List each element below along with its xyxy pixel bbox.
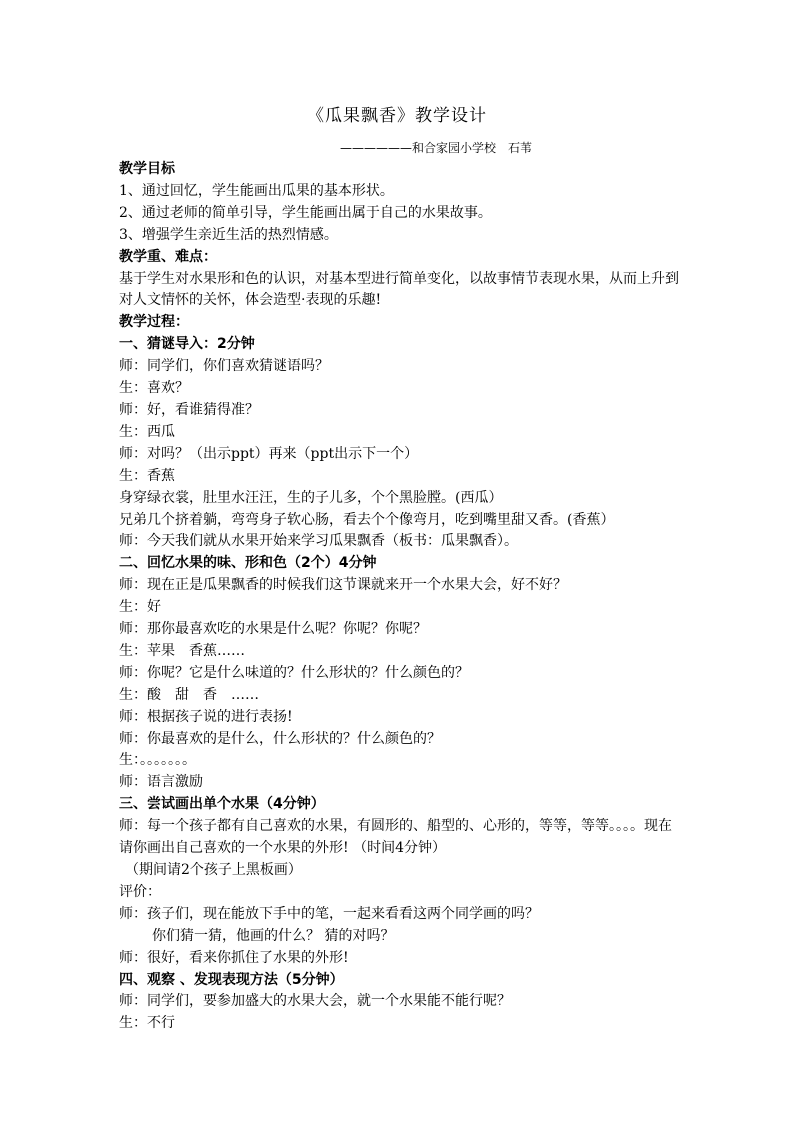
text-line: 生：酸 甜 香 ……: [119, 686, 259, 703]
text-line: 师：好，看谁猜得准？: [119, 401, 259, 418]
document-byline: ——————和合家园小学校 石苇: [340, 141, 533, 155]
text-line: 师：每一个孩子都有自己喜欢的水果，有圆形的、船型的、心形的，等等，等等。。。。现在请你画出自己喜欢的一个水果的外形! （时间4分钟）: [119, 818, 672, 857]
text-line: 基于学生对水果形和色的认识，对基本型进行简单变化，以故事情节表现水果，从而上升到对人文情怀的关怀，体会造型·表现的乐趣!: [119, 270, 679, 309]
section-heading: 教学重、难点：: [119, 248, 217, 265]
text-line: 师：那你最喜欢吃的水果是什么呢？你呢？你呢？: [119, 621, 427, 638]
text-line: 师：今天我们就从水果开始来学习瓜果飘香（板书：瓜果飘香）。: [119, 533, 518, 550]
text-line: 师：同学们，你们喜欢猜谜语吗？: [119, 358, 329, 375]
text-line: 师：现在正是瓜果飘香的时候我们这节课就来开一个水果大会，好不好？: [119, 577, 567, 594]
text-line: （期间请2个孩子上黑板画）: [125, 862, 302, 878]
text-line: 师：你呢？它是什么味道的？什么形状的？什么颜色的？: [119, 664, 469, 681]
text-line: 评价：: [119, 883, 161, 900]
text-line: 生：香蕉: [119, 467, 175, 484]
text-line: 师：根据孩子说的进行表扬!: [119, 708, 293, 725]
text-line: 师：孩子们，现在能放下手中的笔，一起来看看这两个同学画的吗？: [119, 905, 539, 922]
text-line: 3、增强学生亲近生活的热烈情感。: [119, 226, 338, 243]
text-line: 师：同学们，要参加盛大的水果大会，就一个水果能不能行呢？: [119, 993, 511, 1010]
section-heading: 二、回忆水果的味、形和色（2个）4分钟: [119, 555, 377, 572]
section-heading: 三、尝试画出单个水果（4分钟）: [119, 796, 325, 813]
text-line: 师：很好，看来你抓住了水果的外形!: [119, 949, 349, 966]
text-line: 师：你最喜欢的是什么，什么形状的？什么颜色的？: [119, 730, 441, 747]
document-body: [119, 159, 679, 1035]
text-line: 生：喜欢？: [119, 380, 189, 397]
text-line: 师：语言激励: [119, 774, 203, 791]
section-heading: 一、猜谜导入：2分钟: [119, 336, 255, 353]
text-line: 生：苹果 香蕉……: [119, 642, 245, 659]
text-line: 2、通过老师的简单引导，学生能画出属于自己的水果故事。: [119, 204, 492, 221]
text-line: 生：西瓜: [119, 423, 175, 440]
document-title: 《瓜果飘香》教学设计: [307, 106, 487, 126]
text-line: 师：对吗？（出示ppt）再来（ppt出示下一个）: [119, 445, 419, 462]
text-line: 生：不行: [119, 1015, 175, 1032]
section-heading: 教学过程：: [119, 314, 189, 331]
text-line: 生：。。。。。。。: [119, 752, 196, 769]
section-heading: 教学目标: [119, 161, 175, 177]
text-line: 生：好: [119, 599, 161, 616]
text-line: 身穿绿衣裳，肚里水汪汪，生的子儿多，个个黑脸膛。(西瓜）: [119, 489, 503, 506]
section-heading: 四、观察 、发现表现方法（5分钟）: [119, 971, 344, 988]
text-line: 兄弟几个挤着躺，弯弯身子软心肠，看去个个像弯月，吃到嘴里甜又香。(香蕉）: [119, 511, 615, 528]
text-line: 你们猜一猜，他画的什么？ 猜的对吗？: [152, 927, 395, 944]
text-line: 1、通过回忆，学生能画出瓜果的基本形状。: [119, 182, 394, 199]
